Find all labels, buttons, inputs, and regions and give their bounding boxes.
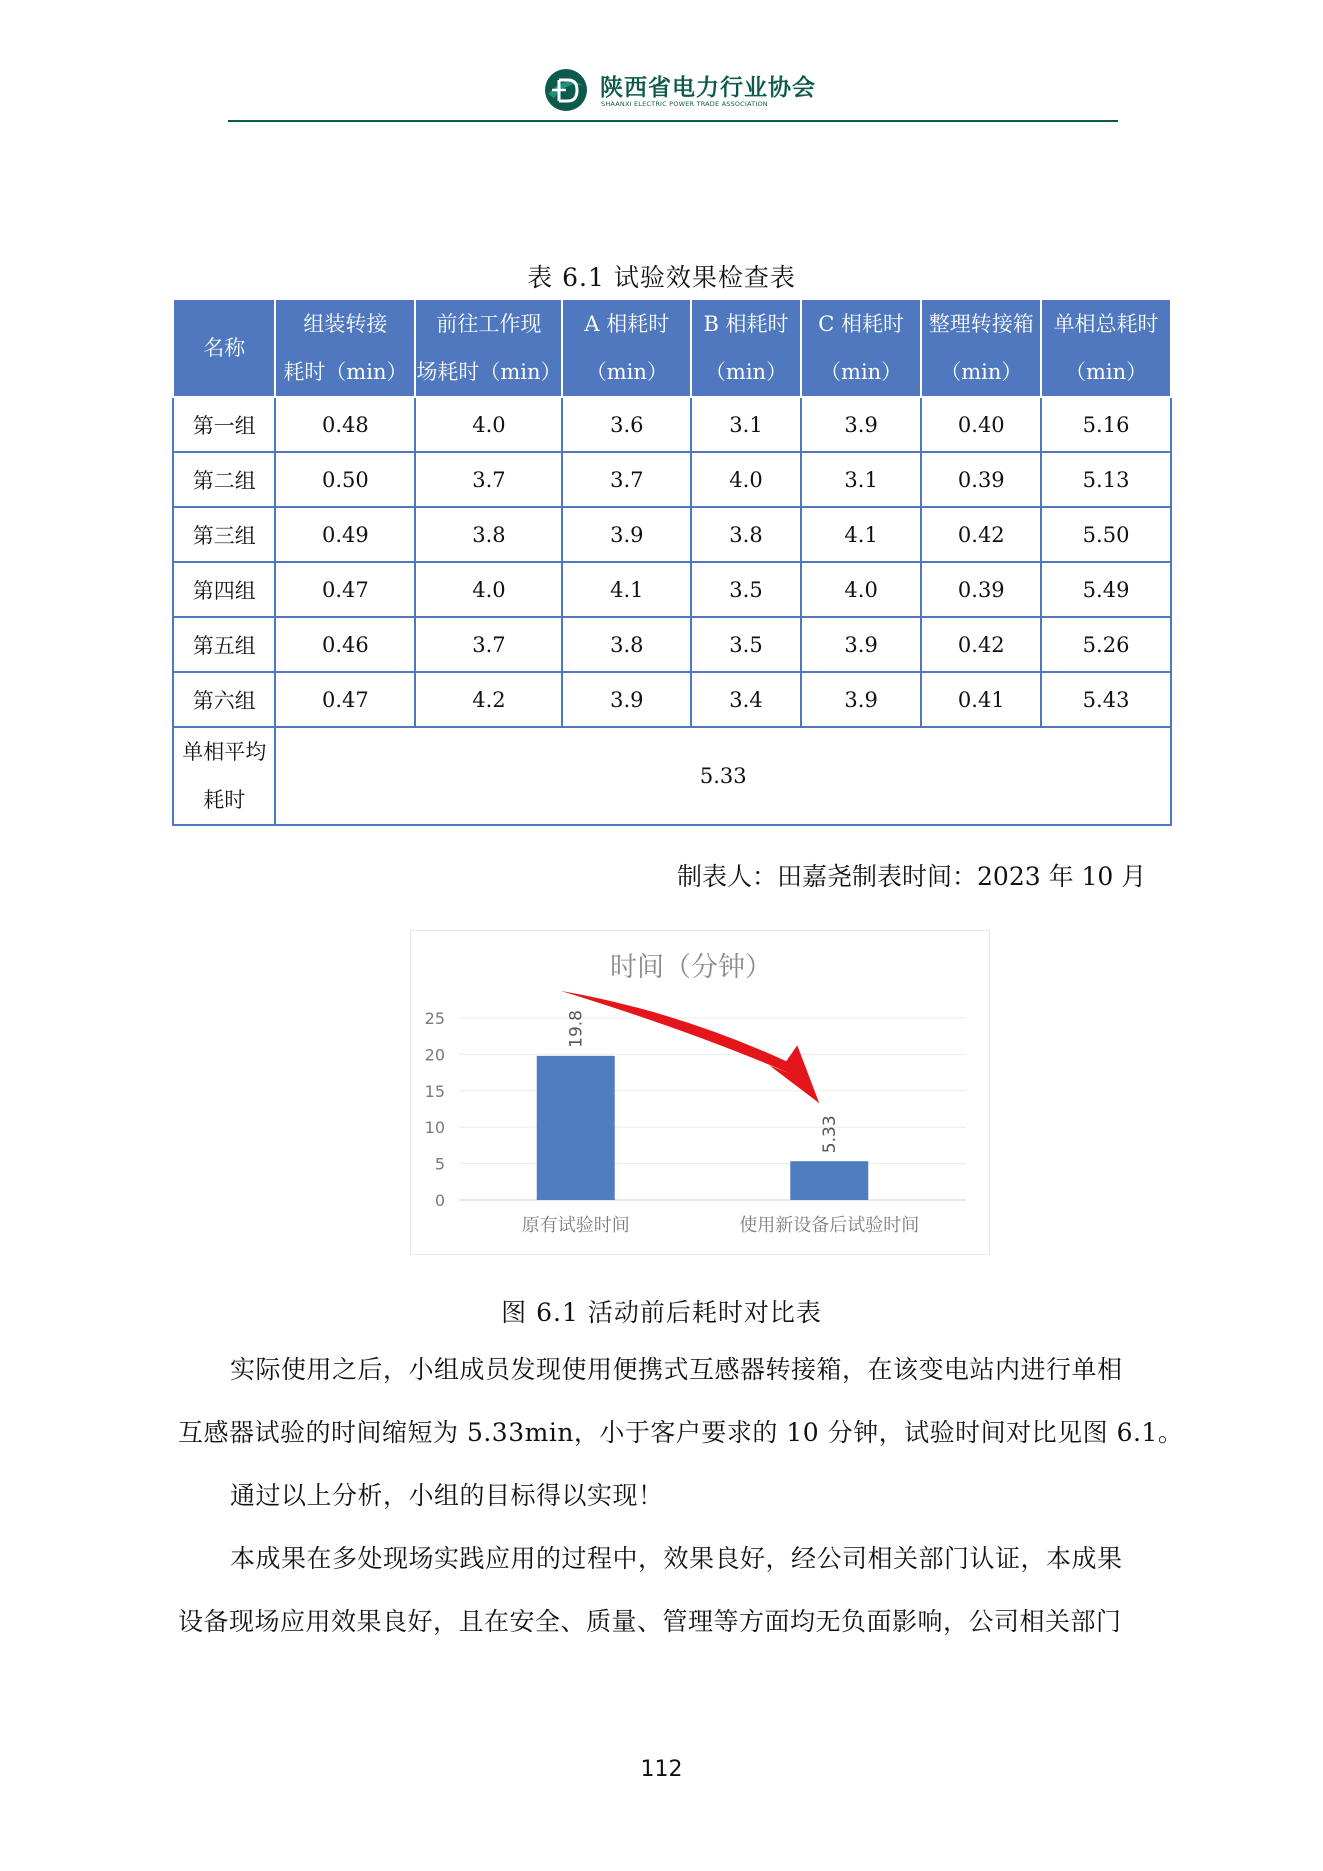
- table-cell: 0.42: [921, 617, 1041, 672]
- table-cell: 3.9: [801, 617, 922, 672]
- table-row: [173, 397, 1171, 452]
- test-results-table: [172, 298, 1172, 826]
- average-label-line2: 耗时: [203, 788, 246, 812]
- y-tick-label: 25: [424, 1009, 445, 1028]
- table-cell: 3.4: [691, 672, 801, 727]
- column-header-name: 名称: [173, 299, 275, 397]
- table-cell: 5.50: [1041, 507, 1171, 562]
- column-header-assembly-time: 组装转接 耗时（min）: [275, 299, 415, 397]
- table-cell: 3.1: [691, 397, 801, 452]
- table-cell: 3.5: [691, 562, 801, 617]
- header-divider: [228, 120, 1118, 122]
- table-cell: 0.50: [275, 452, 415, 507]
- table-cell: 0.39: [921, 562, 1041, 617]
- table-cell: 3.9: [801, 672, 922, 727]
- paragraph-line: 通过以上分析，小组的目标得以实现！: [230, 1481, 664, 1510]
- table-cell: 0.40: [921, 397, 1041, 452]
- column-header-travel-time: 前往工作现 场耗时（min）: [415, 299, 562, 397]
- table-cell: 4.0: [415, 397, 562, 452]
- chart-title: 时间（分钟）: [610, 952, 772, 983]
- paragraph-application: [178, 1527, 1168, 1653]
- table-row: [173, 562, 1171, 617]
- table-cell: 3.5: [691, 617, 801, 672]
- table-cell: 3.9: [562, 672, 691, 727]
- average-label-cell: [173, 727, 275, 825]
- table-cell: 5.16: [1041, 397, 1171, 452]
- table-row: [173, 452, 1171, 507]
- table-row: [173, 672, 1171, 727]
- table-header-row: [173, 299, 1171, 397]
- org-name-cn: 陕西省电力行业协会: [600, 75, 816, 101]
- time-comparison-chart: [410, 930, 990, 1255]
- table-cell: 5.26: [1041, 617, 1171, 672]
- table-cell: 3.8: [562, 617, 691, 672]
- data-label: 5.33: [820, 1115, 841, 1154]
- table-cell: 第六组: [173, 672, 275, 727]
- table-cell: 4.0: [691, 452, 801, 507]
- data-label: 19.8: [566, 1009, 587, 1048]
- page-number: 112: [640, 1757, 683, 1782]
- table-cell: 3.1: [801, 452, 922, 507]
- table-cell: 3.6: [562, 397, 691, 452]
- table-author-note: 制表人：田嘉尧制表时间：2023 年 10 月: [677, 862, 1147, 891]
- association-logo-icon: [544, 68, 588, 112]
- table-cell: 4.0: [415, 562, 562, 617]
- average-value-cell: 5.33: [275, 727, 1171, 825]
- x-category-label: 使用新设备后试验时间: [739, 1215, 920, 1236]
- column-header-tidy-box: 整理转接箱 （min）: [921, 299, 1041, 397]
- table-cell: 0.47: [275, 562, 415, 617]
- table-cell: 5.13: [1041, 452, 1171, 507]
- average-label-line1: 单相平均: [182, 740, 267, 764]
- chart-bar: [537, 1056, 615, 1200]
- chart-bar: [790, 1161, 868, 1200]
- paragraph-result: [178, 1338, 1184, 1464]
- page-header: [228, 60, 1118, 122]
- table-row: [173, 617, 1171, 672]
- paragraph-conclusion: [178, 1464, 1168, 1527]
- table-cell: 4.2: [415, 672, 562, 727]
- table-cell: 0.47: [275, 672, 415, 727]
- table-caption: 表 6.1 试验效果检查表: [527, 263, 796, 292]
- table-cell: 0.42: [921, 507, 1041, 562]
- table-cell: 0.46: [275, 617, 415, 672]
- table-cell: 3.7: [415, 617, 562, 672]
- table-cell: 3.7: [562, 452, 691, 507]
- y-tick-label: 15: [424, 1081, 445, 1101]
- org-name-en: SHAANXI ELECTRIC POWER TRADE ASSOCIATION: [601, 100, 768, 108]
- paragraph-line: 实际使用之后，小组成员发现使用便携式互感器转接箱，在该变电站内进行单相: [230, 1355, 1123, 1384]
- table-cell: 第三组: [173, 507, 275, 562]
- table-cell: 第二组: [173, 452, 275, 507]
- y-tick-label: 20: [424, 1045, 445, 1065]
- table-cell: 3.9: [801, 397, 922, 452]
- table-cell: 3.9: [562, 507, 691, 562]
- table-cell: 第一组: [173, 397, 275, 452]
- table-cell: 4.1: [562, 562, 691, 617]
- y-tick-label: 10: [424, 1118, 445, 1138]
- paragraph-line: 设备现场应用效果良好，且在安全、质量、管理等方面均无负面影响，公司相关部门: [178, 1607, 1122, 1636]
- column-header-single-phase-total: 单相总耗时 （min）: [1041, 299, 1171, 397]
- column-header-phase-c: C 相耗时 （min）: [801, 299, 922, 397]
- table-cell: 第四组: [173, 562, 275, 617]
- y-tick-label: 5: [434, 1154, 445, 1174]
- paragraph-line: 本成果在多处现场实践应用的过程中，效果良好，经公司相关部门认证，本成果: [230, 1544, 1123, 1573]
- chart-canvas: [411, 931, 989, 1254]
- table-cell: 3.8: [691, 507, 801, 562]
- table-cell: 0.48: [275, 397, 415, 452]
- table-row: [173, 507, 1171, 562]
- y-tick-label: 0: [434, 1191, 445, 1210]
- figure-caption: 图 6.1 活动前后耗时对比表: [501, 1298, 822, 1327]
- table-cell: 3.7: [415, 452, 562, 507]
- table-cell: 0.39: [921, 452, 1041, 507]
- paragraph-line: 互感器试验的时间缩短为 5.33min，小于客户要求的 10 分钟，试验时间对比见图 6.1。: [178, 1418, 1184, 1447]
- average-row: [173, 727, 1171, 825]
- table-cell: 0.49: [275, 507, 415, 562]
- table-cell: 5.49: [1041, 562, 1171, 617]
- table-cell: 5.43: [1041, 672, 1171, 727]
- table-cell: 4.0: [801, 562, 922, 617]
- table-cell: 0.41: [921, 672, 1041, 727]
- column-header-phase-a: A 相耗时 （min）: [562, 299, 691, 397]
- table-cell: 第五组: [173, 617, 275, 672]
- table-cell: 4.1: [801, 507, 922, 562]
- column-header-phase-b: B 相耗时 （min）: [691, 299, 801, 397]
- x-category-label: 原有试验时间: [521, 1215, 630, 1236]
- table-cell: 3.8: [415, 507, 562, 562]
